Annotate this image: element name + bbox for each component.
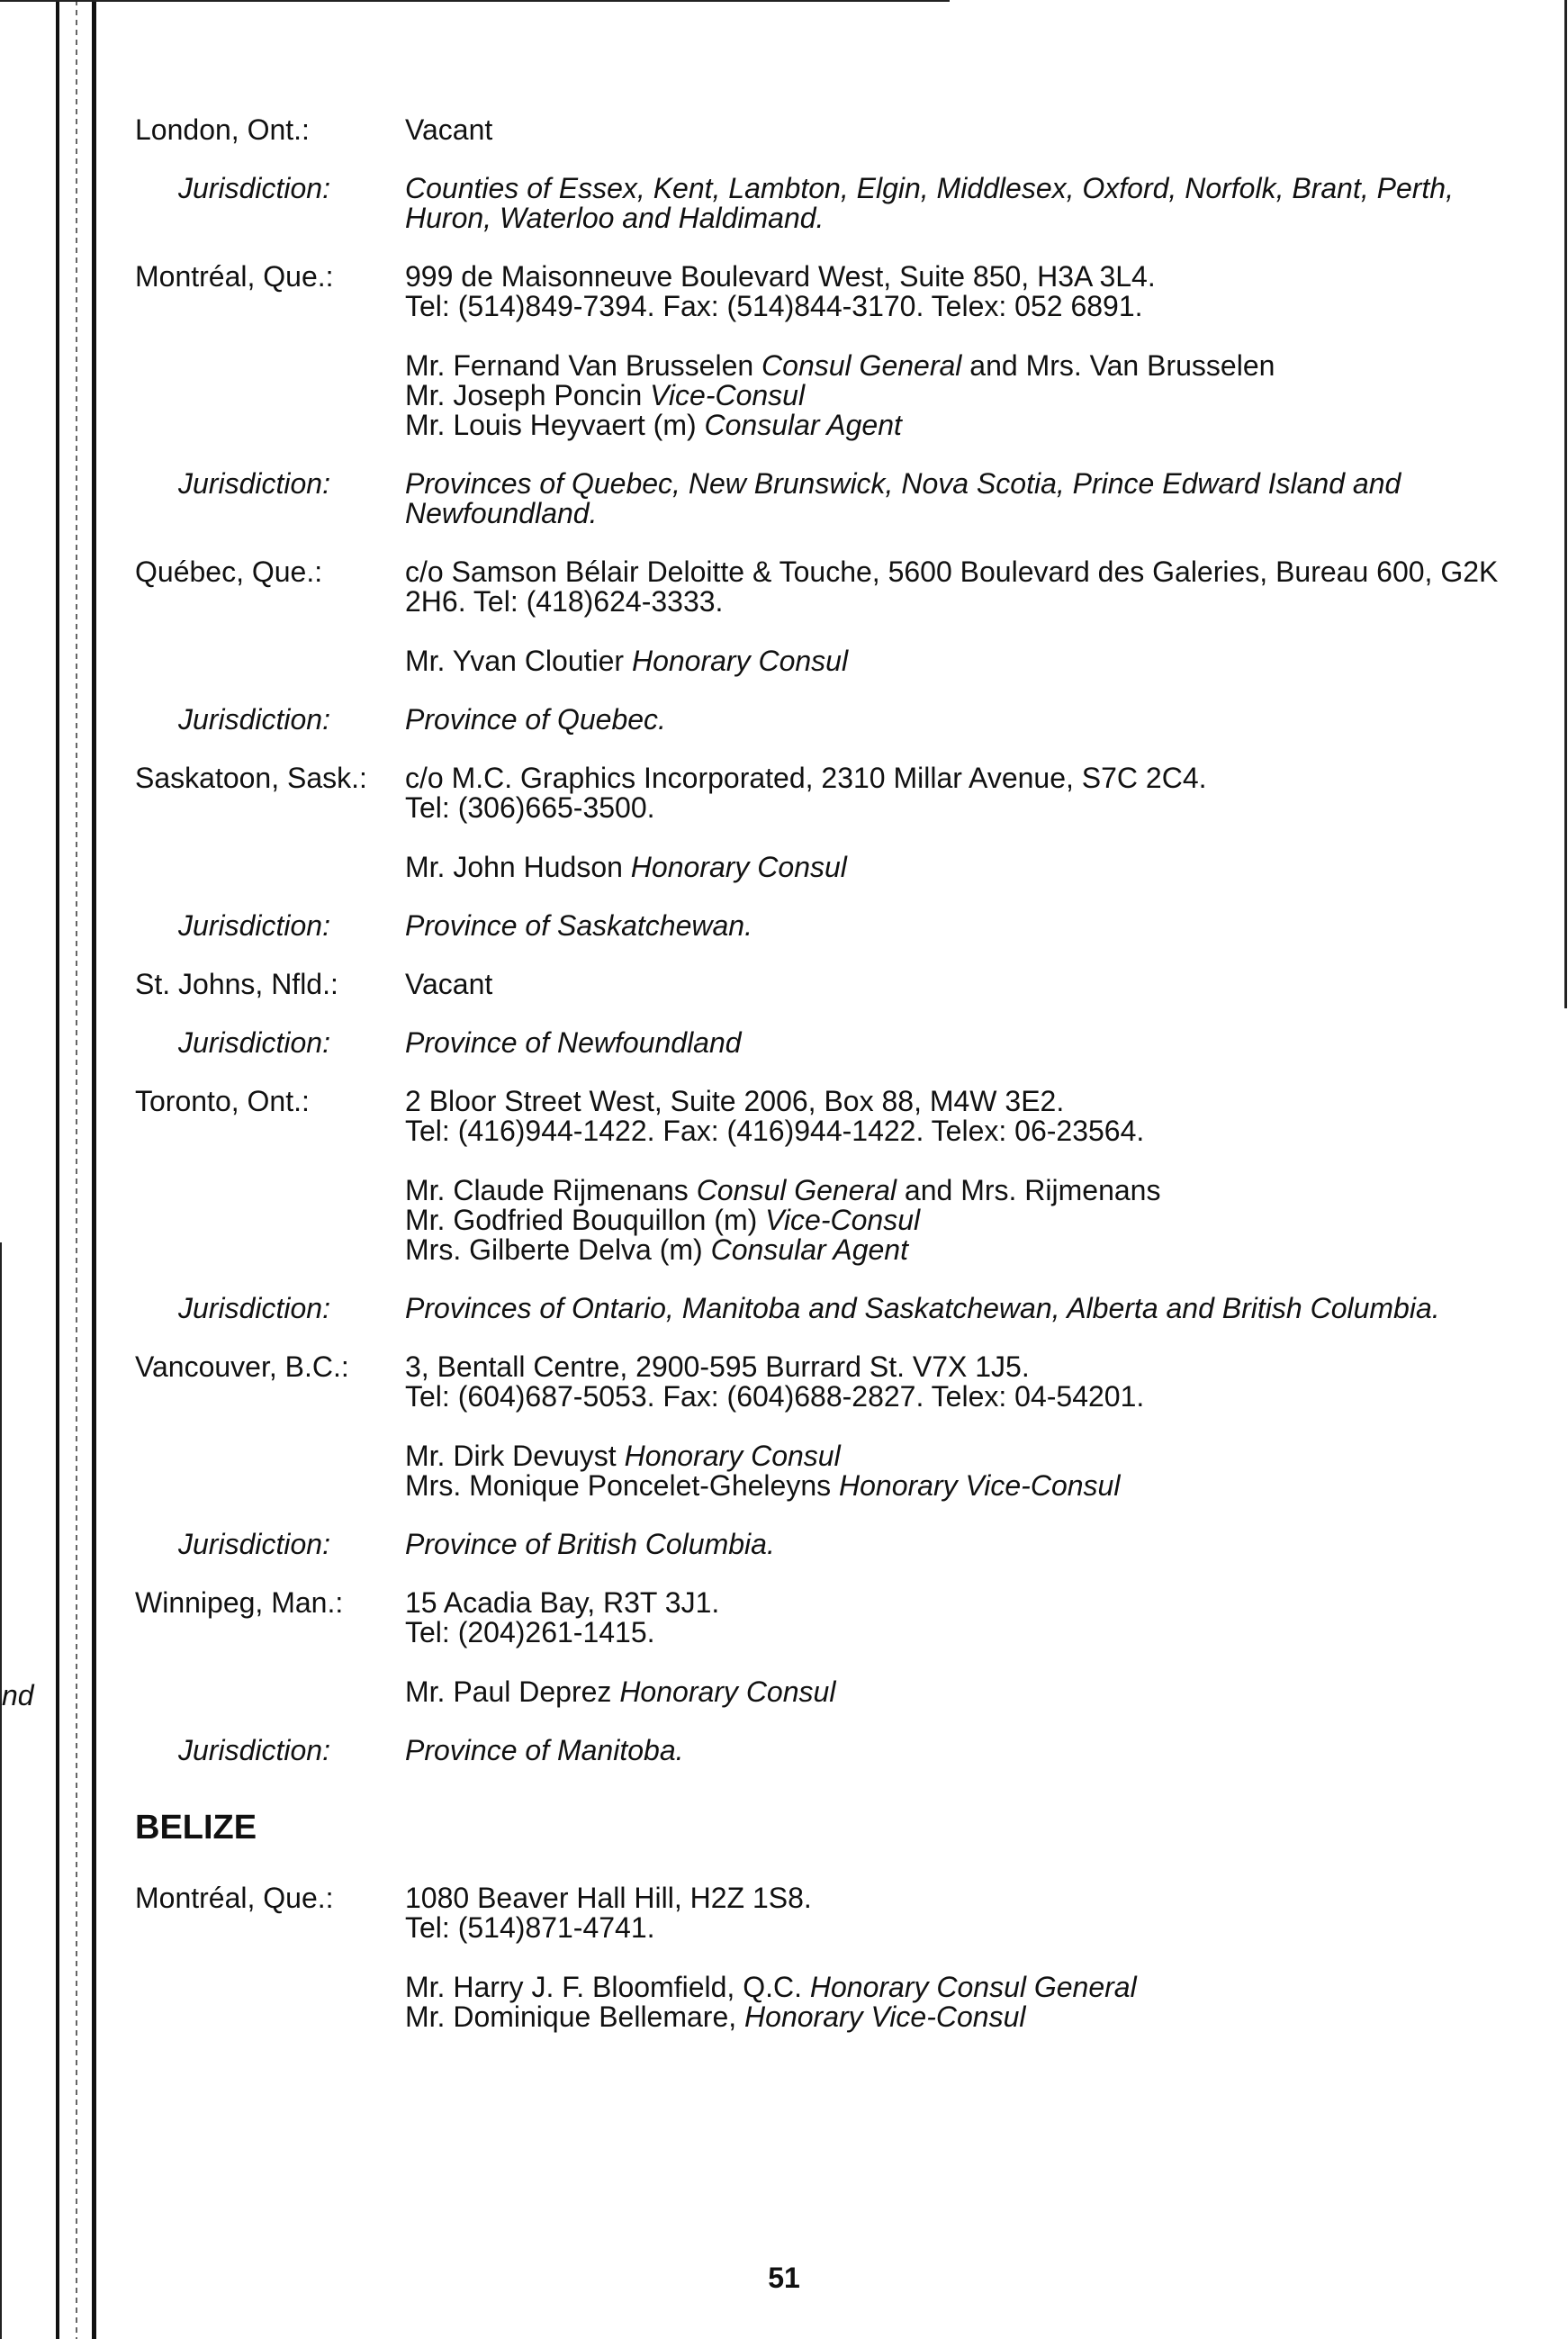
- address-line: Tel: (604)687-5053. Fax: (604)688-2827. Telex: 04-54201.: [405, 1380, 1145, 1413]
- consulate-details: [405, 557, 1503, 676]
- consulate-details: [405, 1588, 1503, 1707]
- official-line: [405, 1973, 1503, 2002]
- address-line: 3, Bentall Centre, 2900-595 Burrard St. V7X 1J5.: [405, 1350, 1030, 1383]
- official-suffix: and Mrs. Van Brusselen: [969, 349, 1275, 382]
- official-name: Mr. John Hudson: [405, 851, 623, 883]
- jurisdiction-entry: [135, 174, 1503, 233]
- address-line: c/o Samson Bélair Deloitte & Touche, 5600 Boulevard des Galeries, Bureau 600, G2K 2H6. Tel: (418)624-3333.: [405, 555, 1499, 618]
- address-line: 2 Bloor Street West, Suite 2006, Box 88, M4W 3E2.: [405, 1085, 1065, 1117]
- jurisdiction-text: Province of Manitoba.: [405, 1734, 684, 1766]
- spacer: [405, 1648, 1503, 1677]
- address-line: 1080 Beaver Hall Hill, H2Z 1S8.: [405, 1882, 812, 1914]
- official-name: Mr. Louis Heyvaert (m): [405, 409, 697, 441]
- address-line: 999 de Maisonneuve Boulevard West, Suite 850, H3A 3L4.: [405, 260, 1156, 293]
- official-line: [405, 853, 1503, 882]
- official-line: [405, 1206, 1503, 1235]
- official-name: Mr. Dirk Devuyst: [405, 1440, 617, 1472]
- official-name: Mr. Joseph Poncin: [405, 379, 643, 411]
- margin-text-fragment: nd: [2, 1679, 34, 1711]
- official-suffix: and Mrs. Rijmenans: [904, 1174, 1161, 1206]
- official-title: Consular Agent: [704, 409, 902, 441]
- consulate-details: [405, 763, 1503, 882]
- city-label: Montréal, Que.:: [135, 260, 334, 293]
- jurisdiction-entry: [135, 1028, 1503, 1058]
- consulate-entry: [135, 557, 1503, 676]
- jurisdiction-entry: [135, 705, 1503, 735]
- jurisdiction-text: Province of Quebec.: [405, 703, 666, 736]
- directory-content: [135, 115, 1503, 2061]
- jurisdiction-label: Jurisdiction:: [178, 703, 330, 736]
- city-label: Winnipeg, Man.:: [135, 1586, 344, 1619]
- address-line: Tel: (204)261-1415.: [405, 1616, 655, 1648]
- city-label: Saskatoon, Sask.:: [135, 762, 367, 794]
- page-top-edge: [0, 0, 950, 2]
- jurisdiction-text: Province of British Columbia.: [405, 1528, 775, 1560]
- official-title: Vice-Consul: [650, 379, 806, 411]
- official-line: [405, 646, 1503, 676]
- consulate-details: [405, 1883, 1503, 2032]
- jurisdiction-text: Provinces of Quebec, New Brunswick, Nova Scotia, Prince Edward Island and Newfoundland.: [405, 467, 1401, 529]
- jurisdiction-label: Jurisdiction:: [178, 1734, 330, 1766]
- consulate-list-belize: [135, 1883, 1503, 2032]
- consulate-entry: [135, 115, 1503, 145]
- official-name: Mr. Dominique Bellemare,: [405, 2000, 737, 2033]
- spacer: [405, 823, 1503, 853]
- city-label: Toronto, Ont.:: [135, 1085, 310, 1117]
- official-line: [405, 411, 1503, 440]
- official-title: Consular Agent: [710, 1233, 908, 1266]
- address-line: c/o M.C. Graphics Incorporated, 2310 Millar Avenue, S7C 2C4.: [405, 762, 1207, 794]
- spacer: [405, 1412, 1503, 1441]
- official-line: [405, 381, 1503, 411]
- page-number: 51: [768, 2262, 800, 2294]
- official-title: Honorary Vice-Consul: [839, 1469, 1121, 1502]
- jurisdiction-text: Province of Saskatchewan.: [405, 909, 752, 942]
- jurisdiction-label: Jurisdiction:: [178, 467, 330, 500]
- official-title: Honorary Consul: [619, 1675, 836, 1708]
- address-line: Vacant: [405, 968, 493, 1000]
- jurisdiction-text: Province of Newfoundland: [405, 1026, 742, 1059]
- jurisdiction-label: Jurisdiction:: [178, 1292, 330, 1324]
- jurisdiction-entry: [135, 1294, 1503, 1323]
- city-label: St. Johns, Nfld.:: [135, 968, 338, 1000]
- jurisdiction-label: Jurisdiction:: [178, 172, 330, 204]
- jurisdiction-entry: [135, 1736, 1503, 1766]
- consulate-details: [405, 970, 1503, 999]
- jurisdiction-text: Counties of Essex, Kent, Lambton, Elgin, Middlesex, Oxford, Norfolk, Brant, Perth, Huron, Waterloo and Haldimand.: [405, 172, 1454, 234]
- official-name: Mr. Claude Rijmenans: [405, 1174, 689, 1206]
- binding-edge-texture: [76, 0, 77, 2339]
- consulate-entry: [135, 1352, 1503, 1501]
- binding-edge-inner: [92, 0, 96, 2339]
- consulate-list-canada: [135, 115, 1503, 1766]
- official-title: Honorary Consul: [631, 645, 849, 677]
- address-line: Tel: (514)871-4741.: [405, 1911, 655, 1944]
- official-name: Mr. Paul Deprez: [405, 1675, 612, 1708]
- consulate-entry: [135, 1087, 1503, 1265]
- official-title: Honorary Consul: [630, 851, 847, 883]
- spacer: [405, 617, 1503, 646]
- jurisdiction-text: Provinces of Ontario, Manitoba and Saskatchewan, Alberta and British Columbia.: [405, 1292, 1440, 1324]
- jurisdiction-entry: [135, 1530, 1503, 1559]
- official-name: Mr. Harry J. F. Bloomfield, Q.C.: [405, 1971, 802, 2003]
- spacer: [405, 1943, 1503, 1973]
- spacer: [405, 1146, 1503, 1176]
- official-name: Mr. Fernand Van Brusselen: [405, 349, 754, 382]
- jurisdiction-label: Jurisdiction:: [178, 1026, 330, 1059]
- official-title: Honorary Vice-Consul: [744, 2000, 1026, 2033]
- consulate-entry: [135, 763, 1503, 882]
- country-heading: BELIZE: [135, 1809, 257, 1847]
- spacer: [405, 321, 1503, 351]
- page-right-edge: [1564, 0, 1567, 1008]
- official-line: [405, 351, 1503, 381]
- official-line: [405, 1235, 1503, 1265]
- official-name: Mrs. Gilberte Delva (m): [405, 1233, 703, 1266]
- jurisdiction-entry: [135, 911, 1503, 941]
- address-line: 15 Acadia Bay, R3T 3J1.: [405, 1586, 720, 1619]
- official-line: [405, 2002, 1503, 2032]
- jurisdiction-entry: [135, 469, 1503, 528]
- address-line: Tel: (416)944-1422. Fax: (416)944-1422. Telex: 06-23564.: [405, 1115, 1145, 1147]
- consulate-details: [405, 1352, 1503, 1501]
- jurisdiction-label: Jurisdiction:: [178, 909, 330, 942]
- official-line: [405, 1176, 1503, 1206]
- city-label: London, Ont.:: [135, 113, 310, 146]
- page-left-edge: [0, 1242, 2, 2339]
- official-title: Vice-Consul: [765, 1204, 921, 1236]
- city-label: Québec, Que.:: [135, 555, 323, 588]
- address-line: Tel: (306)665-3500.: [405, 791, 655, 824]
- address-line: Tel: (514)849-7394. Fax: (514)844-3170. Telex: 052 6891.: [405, 290, 1143, 322]
- jurisdiction-label: Jurisdiction:: [178, 1528, 330, 1560]
- consulate-details: [405, 262, 1503, 440]
- consulate-details: [405, 1087, 1503, 1265]
- official-title: Honorary Consul: [624, 1440, 841, 1472]
- official-line: [405, 1441, 1503, 1471]
- official-name: Mr. Yvan Cloutier: [405, 645, 625, 677]
- consulate-entry: [135, 970, 1503, 999]
- official-line: [405, 1471, 1503, 1501]
- city-label: Montréal, Que.:: [135, 1882, 334, 1914]
- consulate-entry: [135, 1883, 1503, 2032]
- city-label: Vancouver, B.C.:: [135, 1350, 349, 1383]
- official-title: Consul General: [761, 349, 962, 382]
- official-name: Mr. Godfried Bouquillon (m): [405, 1204, 758, 1236]
- official-name: Mrs. Monique Poncelet-Gheleyns: [405, 1469, 832, 1502]
- address-line: Vacant: [405, 113, 493, 146]
- official-line: [405, 1677, 1503, 1707]
- binding-edge-outer: [56, 0, 59, 2339]
- official-title: Honorary Consul General: [809, 1971, 1137, 2003]
- consulate-entry: [135, 1588, 1503, 1707]
- consulate-entry: [135, 262, 1503, 440]
- consulate-details: [405, 115, 1503, 145]
- official-title: Consul General: [696, 1174, 897, 1206]
